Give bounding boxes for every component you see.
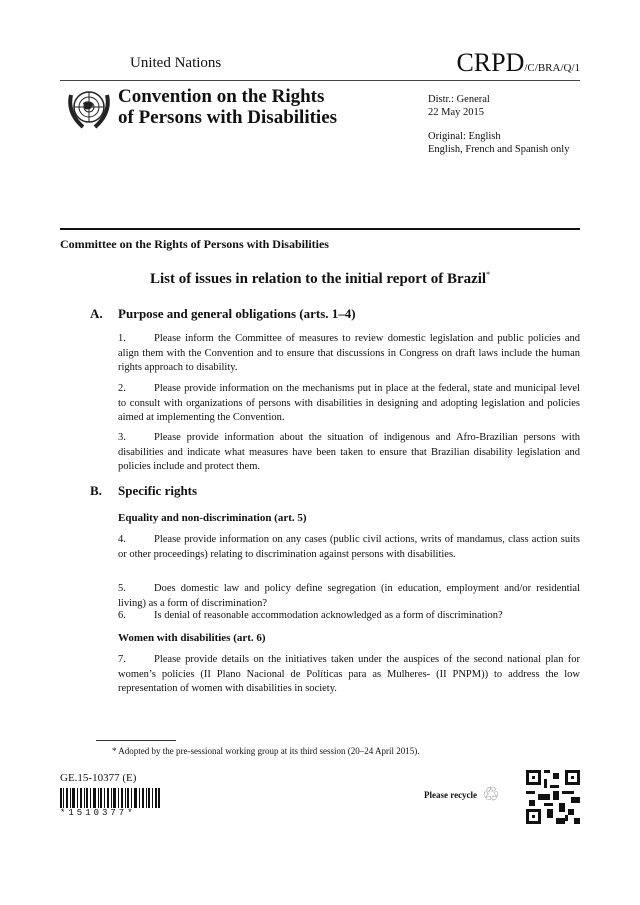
paragraph-text: Please inform the Committee of measures to review domestic legislation and public policies and align them with the Convention and to ensure that discussions in Congress on draft laws include the human rights approach to disability. xyxy=(118,333,580,373)
subsection-heading: Women with disabilities (art. 6) xyxy=(118,632,266,644)
document-title xyxy=(150,270,490,288)
job-number: GE.15-10377 (E) xyxy=(60,772,137,784)
committee-name: Committee on the Rights of Persons with Disabilities xyxy=(60,237,329,251)
language-info xyxy=(428,130,569,156)
title-line: Convention on the Rights xyxy=(118,86,325,107)
convention-title xyxy=(118,86,337,128)
paragraph-text: Please provide information on any cases (public civil actions, writs of mandamus, class action suits or other proceedings) relating to discrimination against persons with disabilities. xyxy=(118,534,580,560)
un-emblem-icon xyxy=(66,85,112,133)
barcode-icon xyxy=(60,788,160,808)
footnote-mark: * xyxy=(486,270,491,279)
paragraph-text: Please provide information on the mechanisms put in place at the federal, state and municipal level to consult with organizations of persons with disabilities in designing and adopting legislation and policies aimed at implementing the Convention. xyxy=(118,383,580,423)
paragraph-text: Is denial of reasonable accommodation acknowledged as a form of discrimination? xyxy=(154,610,503,621)
section-heading xyxy=(90,306,356,322)
subsection-heading: Equality and non-discrimination (art. 5) xyxy=(118,512,307,524)
title-text: List of issues in relation to the initial report of Brazil xyxy=(150,271,487,287)
paragraph xyxy=(118,653,580,697)
recycle-icon: ♲ xyxy=(482,784,500,806)
paragraph xyxy=(118,533,580,562)
paragraph xyxy=(118,382,580,426)
original-language: Original: English xyxy=(428,131,501,142)
section-title: Purpose and general obligations (arts. 1–4) xyxy=(118,306,356,321)
title-line: of Persons with Disabilities xyxy=(118,107,338,128)
paragraph-text: Please provide details on the initiatives taken under the auspices of the second national plan for women’s policies (II Plano Nacional de Políticas para as Mulheres- (II PNPM)) to address the low representation of women with disabilities in society. xyxy=(118,654,580,694)
paragraph-number: 5. xyxy=(118,583,126,594)
footnote: * Adopted by the pre-sessional working group at its third session (20–24 April 2015). xyxy=(112,746,420,756)
paragraph xyxy=(118,332,580,376)
section-letter: A. xyxy=(90,306,103,321)
footnote-rule xyxy=(96,740,176,741)
title-rule xyxy=(60,228,580,230)
paragraph-text: Does domestic law and policy define segregation (in education, employment and/or residential living) as a form of discrimination? xyxy=(118,583,580,609)
paragraph-number: 4. xyxy=(118,534,126,545)
paragraph xyxy=(118,431,580,475)
paragraph-number: 3. xyxy=(118,432,126,443)
recycle-text: Please recycle xyxy=(424,790,478,800)
paragraph-number: 2. xyxy=(118,383,126,394)
paragraph-number: 1. xyxy=(118,333,126,344)
distribution-info xyxy=(428,93,490,119)
section-title: Specific rights xyxy=(118,483,198,498)
section-heading xyxy=(90,483,197,499)
date: 22 May 2015 xyxy=(428,107,484,118)
symbol-main: CRPD xyxy=(456,48,525,77)
paragraph-text: Please provide information about the situation of indigenous and Afro-Brazilian persons with disabilities and indicate what measures have been taken to ensure that Brazilian disability legislation and policies include and protect them. xyxy=(118,432,580,472)
paragraph xyxy=(118,582,580,611)
distr: Distr.: General xyxy=(428,94,490,105)
document-symbol xyxy=(456,48,580,78)
paragraph-number: 6. xyxy=(118,610,126,621)
org-name: United Nations xyxy=(130,55,222,71)
barcode-number: *1510377* xyxy=(60,808,136,818)
header-rule xyxy=(60,80,580,81)
qr-code-icon xyxy=(526,770,580,824)
paragraph-number: 7. xyxy=(118,654,126,665)
section-letter: B. xyxy=(90,483,102,498)
symbol-sub: /C/BRA/Q/1 xyxy=(524,62,580,74)
languages: English, French and Spanish only xyxy=(428,144,570,155)
paragraph xyxy=(118,609,580,624)
